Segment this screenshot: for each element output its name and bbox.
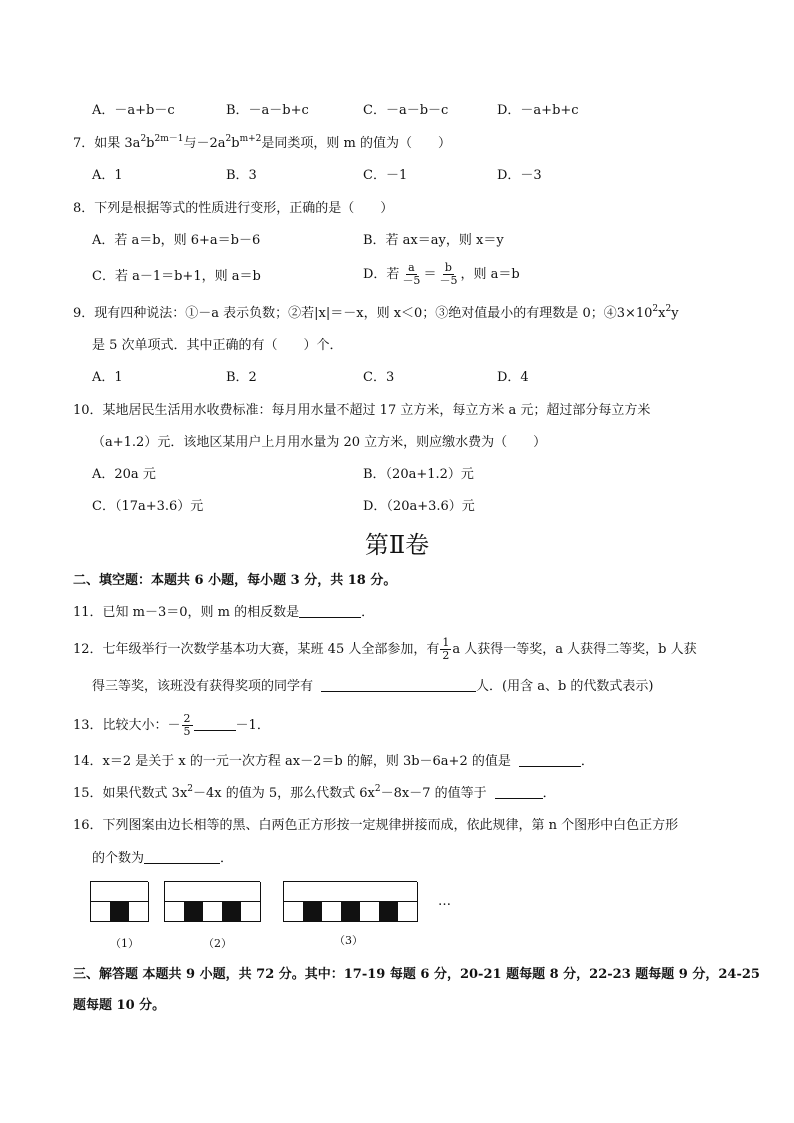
white-square: [341, 882, 361, 902]
q11-post: ．: [361, 605, 375, 620]
black-square: [184, 902, 204, 922]
q14-pre: 14．x＝2 是关于 x 的一元一次方程 ax－2＝b 的解，则 3b－6a+2 的值是: [73, 754, 511, 769]
q8-option-c: C．若 a－1＝b+1，则 a＝b: [92, 269, 261, 284]
part2-heading: 二、填空题：本题共 6 小题，每小题 3 分，共 18 分。: [73, 573, 397, 588]
white-square: [222, 882, 242, 902]
q16-line2-pre: 的个数为: [92, 851, 145, 866]
q9-line1c: y: [671, 306, 679, 321]
q10-option-d: D．（20a+3.6）元: [363, 499, 475, 514]
q7-text-d: b: [231, 136, 240, 151]
q9-option-c: C．3: [363, 370, 395, 385]
white-square: [91, 882, 111, 902]
white-square: [322, 902, 342, 922]
q7-text-c: 与－2a: [183, 136, 226, 151]
q15: [73, 785, 556, 803]
white-square: [165, 882, 185, 902]
white-square: [165, 902, 185, 922]
q14: [73, 753, 594, 771]
q9-sup2: 2: [665, 304, 672, 314]
q11-pre: 11．已知 m－3＝0，则 m 的相反数是: [73, 605, 300, 620]
q8-d-fraction-a: [400, 262, 422, 287]
q6-option-d: D．－a+b+c: [497, 103, 579, 118]
q12-frac-den: 2: [442, 649, 450, 662]
q7-sup1: 2: [140, 134, 147, 144]
q8-d-fraction-b: [437, 262, 459, 287]
q12-fraction: [440, 637, 451, 662]
white-square: [241, 902, 261, 922]
q10-line2: （a+1.2）元．该地区某用户上月用水量为 20 立方米，则应缴水费为（ ）: [92, 435, 547, 450]
q16-figure-2-label: （2）: [203, 937, 232, 950]
q14-answer-blank[interactable]: [519, 754, 581, 767]
white-square: [398, 882, 418, 902]
white-square: [129, 882, 149, 902]
white-square: [379, 882, 399, 902]
q16-figure-3-label: （3）: [334, 934, 363, 947]
white-square: [303, 882, 323, 902]
q16-figure-1-label: （1）: [110, 937, 139, 950]
q8-stem: 8．下列是根据等式的性质进行变形，正确的是（ ）: [73, 201, 394, 216]
white-square: [360, 882, 380, 902]
q7-option-a: A．1: [92, 168, 123, 183]
q11: [73, 604, 374, 622]
q11-answer-blank[interactable]: [299, 605, 361, 618]
q12-answer-blank[interactable]: [321, 679, 476, 692]
q12-pre: 12．七年级举行一次数学基本功大赛，某班 45 人全部参加，有: [73, 642, 440, 657]
q9-option-d: D．4: [497, 370, 529, 385]
q7-option-b: B．3: [226, 168, 257, 183]
q16-line1: 16．下列图案由边长相等的黑、白两色正方形按一定规律拼接而成，依此规律，第 n 个图形中白色正方形: [73, 818, 679, 833]
q6-option-b: B．－a－b+c: [226, 103, 309, 118]
q13: [73, 711, 270, 741]
q8-d-den1: －5: [402, 274, 421, 287]
q7-sup3: 2: [225, 134, 232, 144]
q16-figure-3: [283, 881, 417, 922]
white-square: [284, 882, 304, 902]
q16-line2-post: ．: [220, 851, 234, 866]
q7-number: 7．: [73, 136, 95, 151]
q16-answer-blank[interactable]: [144, 851, 220, 864]
q12-line1: [73, 634, 697, 666]
q8-d-prefix: D．若: [363, 267, 400, 282]
q9-option-a: A．1: [92, 370, 123, 385]
q15-mid: －4x 的值为 5，那么代数式 6x: [193, 786, 375, 801]
white-square: [398, 902, 418, 922]
q8-d-suffix: ，则 a＝b: [460, 267, 520, 282]
q14-post: ．: [580, 754, 594, 769]
q7-text-e: 是同类项，则 m 的值为（ ）: [261, 136, 451, 151]
q16-ellipsis: …: [438, 894, 451, 909]
black-square: [222, 902, 242, 922]
q9-line1b: x: [658, 306, 666, 321]
part3-heading-line2: 题每题 10 分。: [73, 998, 166, 1013]
q12-line2: [92, 678, 654, 696]
white-square: [360, 902, 380, 922]
q7-text-a: 如果 3a: [94, 136, 141, 151]
q15-pre: 15．如果代数式 3x: [73, 786, 188, 801]
q10-line1: 10．某地居民生活用水收费标准：每月用水量不超过 17 立方米，每立方米 a 元；超过部分每立方米: [73, 403, 651, 418]
white-square: [203, 902, 223, 922]
q15-sup2: 2: [374, 784, 381, 794]
q13-post: －1．: [235, 718, 270, 733]
q7-sup4: m+2: [239, 134, 262, 144]
q13-frac-num: 2: [183, 712, 191, 725]
black-square: [303, 902, 323, 922]
q8-d-num2: b: [444, 261, 452, 274]
q8-option-b: B．若 ax＝ay，则 x＝y: [363, 233, 504, 248]
q10-option-a: A．20a 元: [92, 467, 156, 482]
white-square: [91, 902, 111, 922]
q13-frac-den: 5: [183, 725, 191, 738]
q16-figure-2: [164, 881, 260, 922]
q12-line2-pre: 得三等奖，该班没有获得奖项的同学有: [92, 679, 314, 694]
black-square: [379, 902, 399, 922]
q9-option-b: B．2: [226, 370, 257, 385]
q8-d-den2: －5: [439, 274, 458, 287]
part3-heading-line1: 三、解答题 本题共 9 小题，共 72 分。其中：17-19 每题 6 分，20-21 题每题 8 分，22-23 题每题 9 分，24-25: [73, 967, 760, 982]
q6-option-c: C．－a－b－c: [363, 103, 449, 118]
q7-option-d: D．－3: [497, 168, 542, 183]
q12-frac-num: 1: [442, 636, 450, 649]
white-square: [184, 882, 204, 902]
q15-end: ．: [542, 786, 556, 801]
q10-option-c: C．（17a+3.6）元: [92, 499, 204, 514]
q9-line1-text: 9．现有四种说法：①－a 表示负数；②若|x|＝－x，则 x＜0；③绝对值最小的有理数是 0；④3×10: [73, 306, 653, 321]
q7-sup2: 2m－1: [154, 134, 184, 144]
white-square: [241, 882, 261, 902]
q10-option-b: B．（20a+1.2）元: [363, 467, 474, 482]
q7-stem: [73, 135, 451, 153]
white-square: [110, 882, 130, 902]
q9-sup1: 2: [652, 304, 659, 314]
q8-d-eq: ＝: [423, 267, 437, 282]
white-square: [322, 882, 342, 902]
black-square: [110, 902, 130, 922]
q9-line2: 是 5 次单项式．其中正确的有（ ）个．: [92, 338, 343, 353]
section-title: 第Ⅱ卷: [364, 531, 430, 559]
q15-answer-blank[interactable]: [495, 786, 543, 799]
q9-line1: [73, 305, 679, 323]
q13-pre: 13．比较大小：－: [73, 718, 181, 733]
q16-line2: [92, 850, 233, 868]
q12-line2-post: 人．(用含 a、b 的代数式表示): [476, 679, 654, 694]
q15-post: －8x－7 的值等于: [380, 786, 487, 801]
q7-option-c: C．－1: [363, 168, 408, 183]
q7-text-b: b: [146, 136, 155, 151]
white-square: [129, 902, 149, 922]
q15-sup1: 2: [187, 784, 194, 794]
q12-post: a 人获得一等奖，a 人获得二等奖，b 人获: [452, 642, 697, 657]
q6-option-a: A．－a+b－c: [92, 103, 175, 118]
q8-option-d: [363, 260, 520, 290]
q13-answer-blank[interactable]: [194, 718, 236, 731]
q16-figure-1: [90, 881, 148, 922]
q8-option-a: A．若 a＝b，则 6+a＝b－6: [92, 233, 261, 248]
white-square: [203, 882, 223, 902]
q8-d-num1: a: [408, 261, 415, 274]
white-square: [284, 902, 304, 922]
q13-fraction: [182, 713, 193, 738]
black-square: [341, 902, 361, 922]
